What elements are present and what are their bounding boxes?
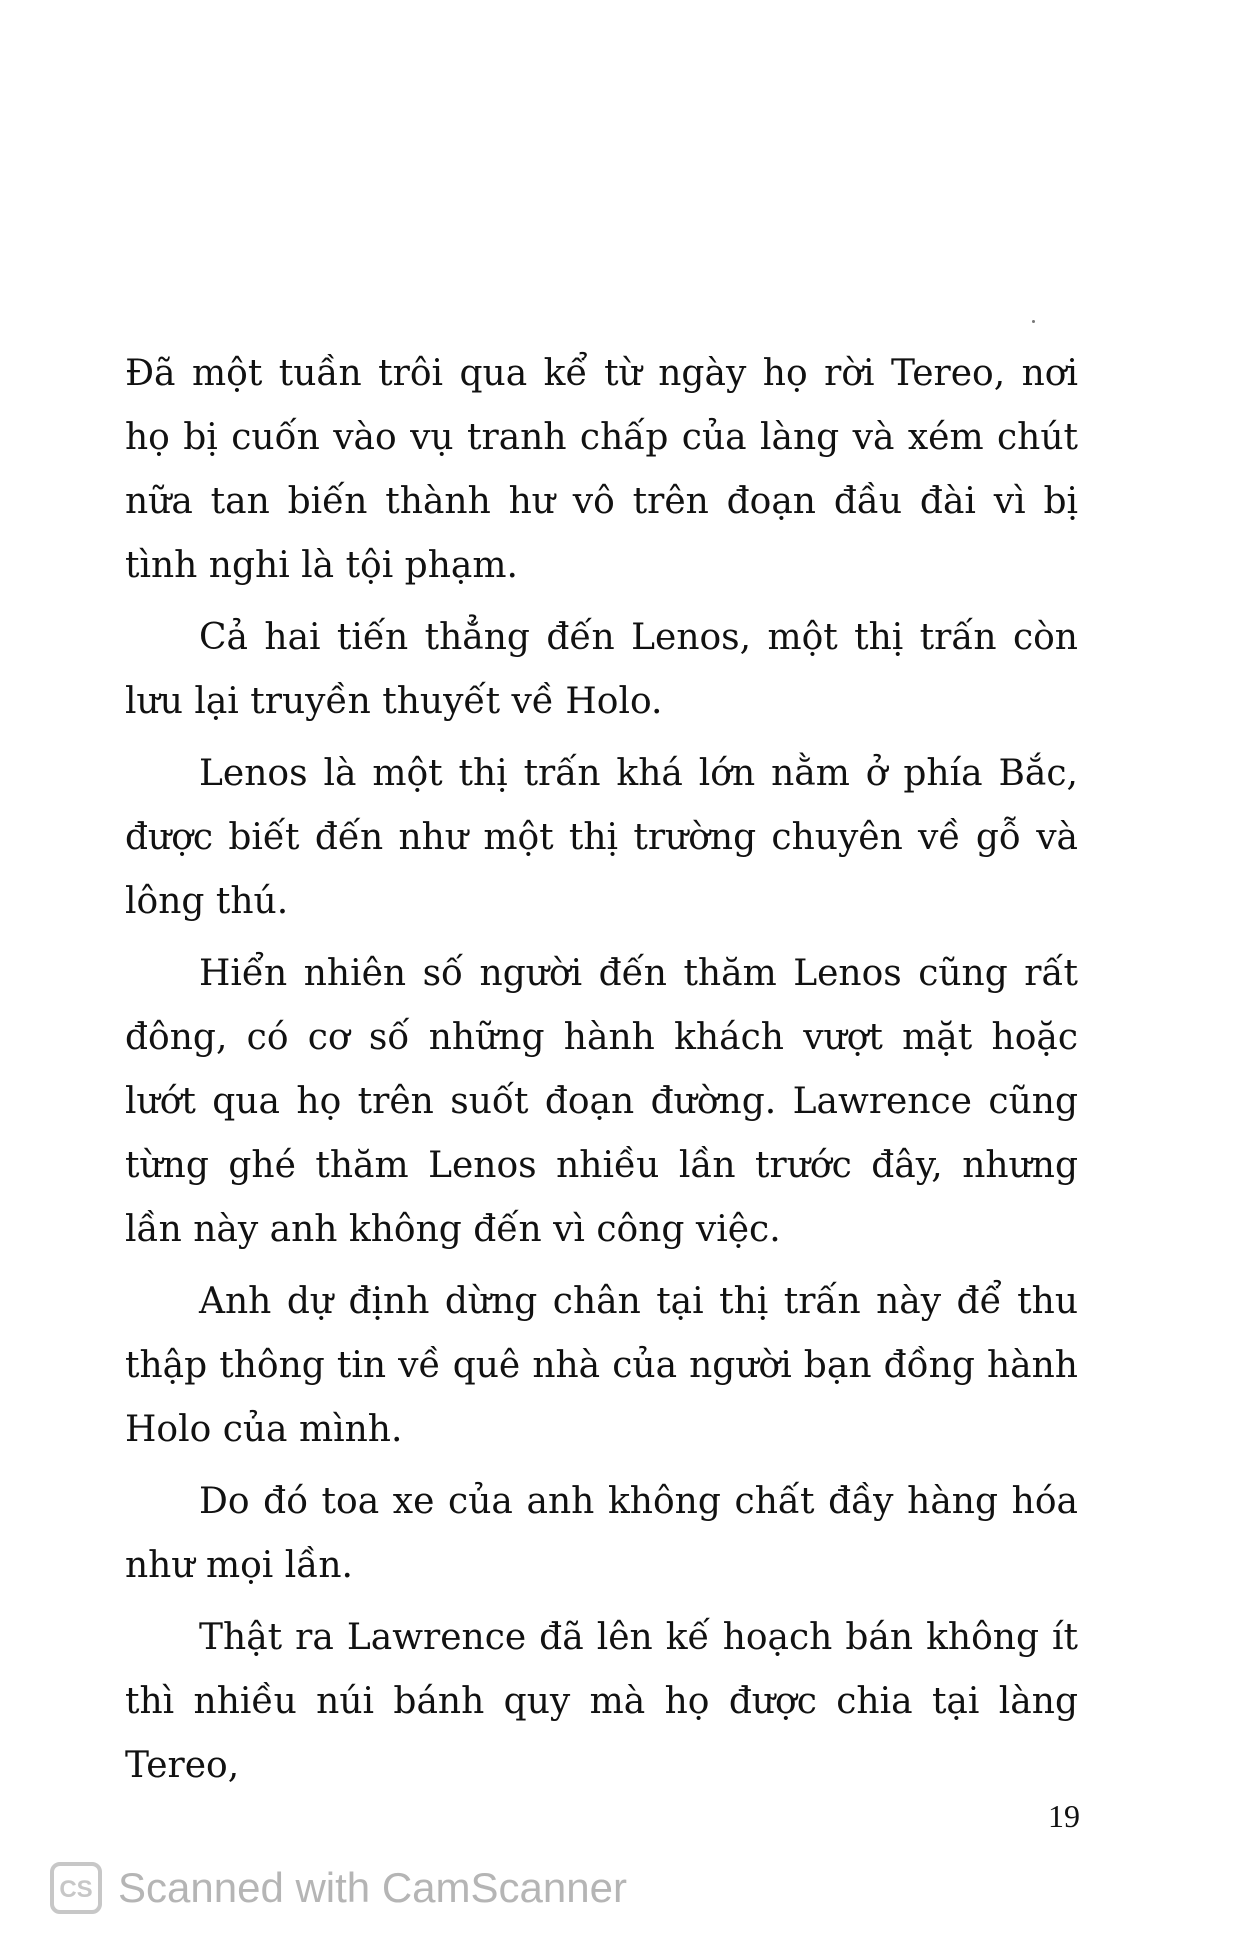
paragraph-7: Thật ra Lawrence đã lên kế hoạch bán không ít thì nhiều núi bánh quy mà họ được chia tại làng Tereo,: [125, 1617, 1078, 1786]
camscanner-logo-text: CS: [59, 1876, 93, 1903]
page-number: 19: [1048, 1798, 1080, 1834]
camscanner-logo-icon: [50, 1862, 102, 1914]
paragraph-6: Do đó toa xe của anh không chất đầy hàng hóa như mọi lần.: [125, 1481, 1078, 1586]
camscanner-watermark: [50, 1860, 627, 1916]
paragraph-5: Anh dự định dừng chân tại thị trấn này để thu thập thông tin về quê nhà của người bạn đồng hành Holo của mình.: [125, 1281, 1078, 1450]
scan-speck: [1032, 320, 1035, 323]
paragraph-1: Đã một tuần trôi qua kể từ ngày họ rời Tereo, nơi họ bị cuốn vào vụ tranh chấp của làng và xém chút nữa tan biến thành hư vô trên đoạn đầu đài vì bị tình nghi là tội phạm.: [125, 353, 1078, 586]
paragraph-3: Lenos là một thị trấn khá lớn nằm ở phía Bắc, được biết đến như một thị trường chuyên về gỗ và lông thú.: [125, 753, 1078, 922]
paragraph-2: Cả hai tiến thẳng đến Lenos, một thị trấn còn lưu lại truyền thuyết về Holo.: [125, 617, 1078, 722]
paragraph-4: Hiển nhiên số người đến thăm Lenos cũng rất đông, có cơ số những hành khách vượt mặt hoặc lướt qua họ trên suốt đoạn đường. Lawrence cũng từng ghé thăm Lenos nhiều lần trước đây, nhưng lần này anh không đến vì công việc.: [125, 953, 1078, 1250]
watermark-text: Scanned with CamScanner: [118, 1864, 627, 1911]
body-text: [125, 342, 1078, 1806]
